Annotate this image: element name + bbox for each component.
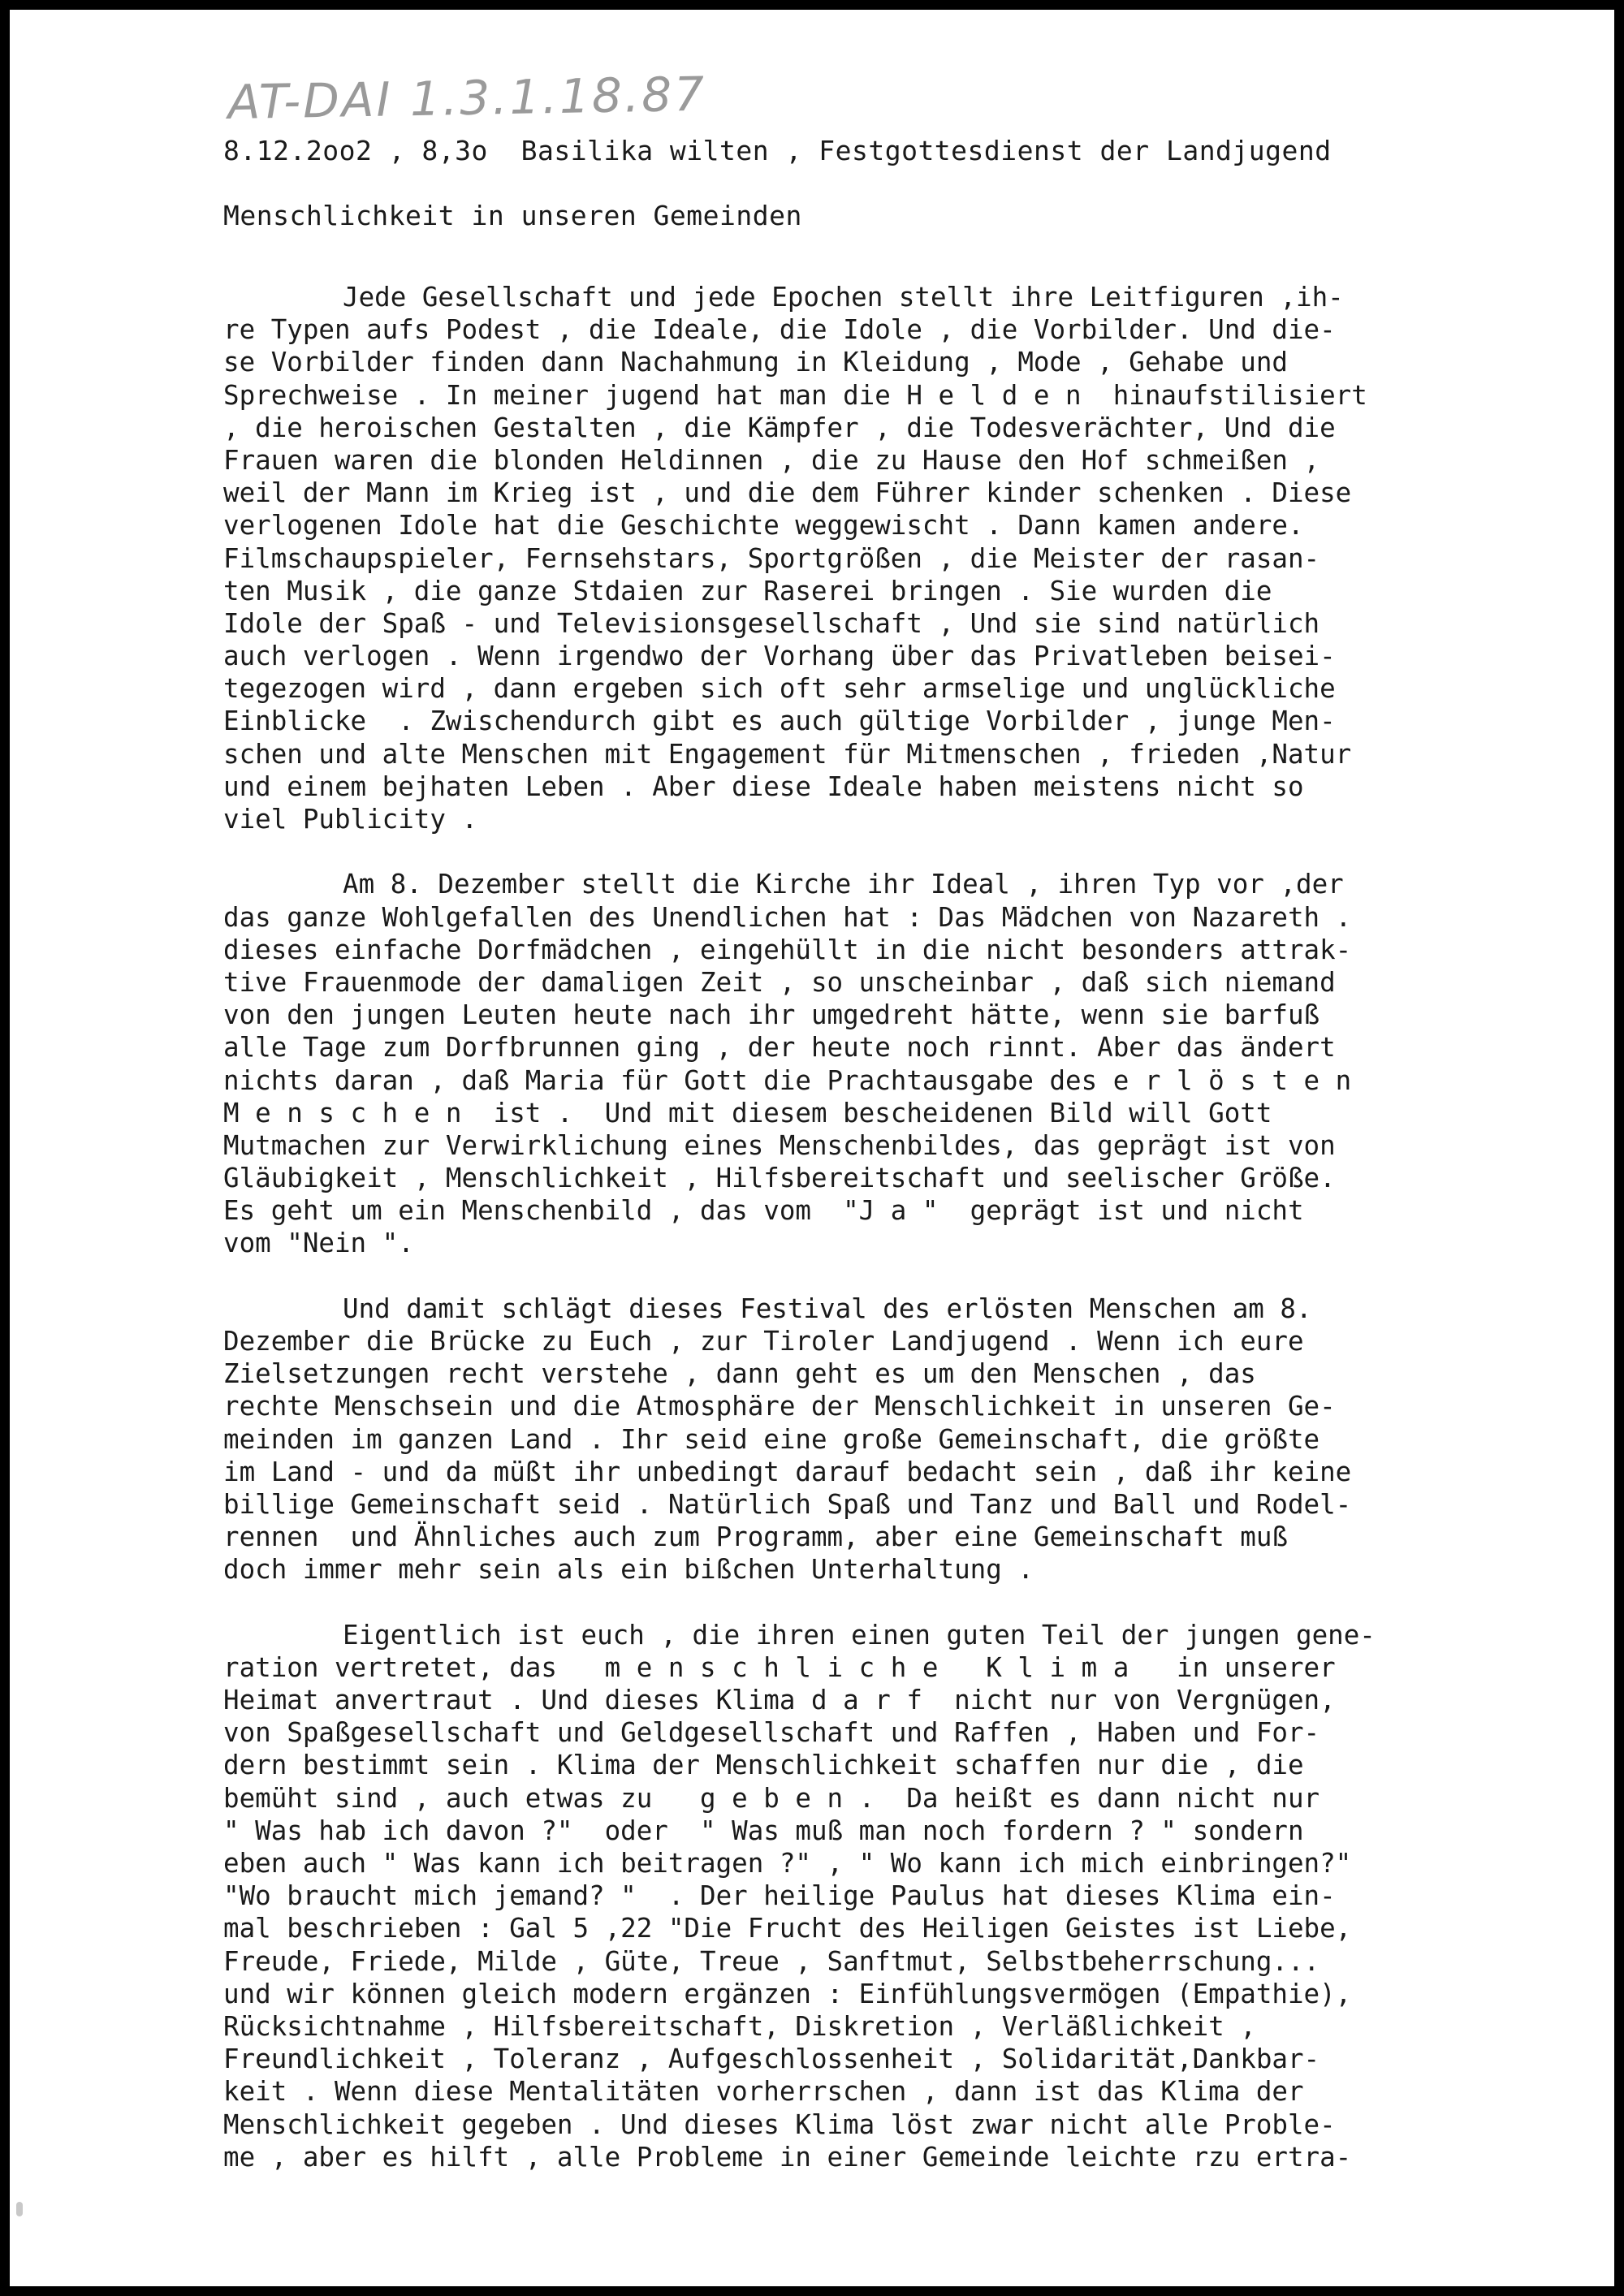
text-line: M e n s c h e n ist . Und mit diesem bescheidenen Bild will Gott: [223, 1097, 1272, 1129]
paragraph: [223, 868, 1604, 1259]
text-line: Frauen waren die blonden Heldinnen , die zu Hause den Hof schmeißen ,: [223, 444, 1320, 476]
text-line: Filmschaupspieler, Fernsehstars, Sportgrößen , die Meister der rasan-: [223, 542, 1320, 574]
text-line: Am 8. Dezember stellt die Kirche ihr Ideal , ihren Typ vor ,der: [343, 869, 1344, 900]
text-line: Jede Gesellschaft und jede Epochen stellt ihre Leitfiguren ,ih-: [343, 282, 1344, 313]
text-line: bemüht sind , auch etwas zu g e b e n . Da heißt es dann nicht nur: [223, 1782, 1320, 1814]
text-line: , die heroischen Gestalten , die Kämpfer , die Todesverächter, Und die: [223, 412, 1336, 443]
text-line: Einblicke . Zwischendurch gibt es auch gültige Vorbilder , junge Men-: [223, 706, 1336, 737]
text-line: re Typen aufs Podest , die Ideale, die Idole , die Vorbilder. Und die-: [223, 314, 1336, 346]
text-line: von den jungen Leuten heute nach ihr umgedreht hätte, wenn sie barfuß: [223, 999, 1320, 1031]
text-line: Heimat anvertraut . Und dieses Klima d a r f nicht nur von Vergnügen,: [223, 1685, 1336, 1716]
text-line: Eigentlich ist euch , die ihren einen guten Teil der jungen gene-: [343, 1619, 1376, 1651]
paragraph: [223, 281, 1604, 835]
document-page: [10, 10, 1614, 2286]
text-line: nichts daran , daß Maria für Gott die Prachtausgabe des e r l ö s t e n: [223, 1064, 1352, 1096]
text-line: Menschlichkeit gegeben . Und dieses Klima löst zwar nicht alle Proble-: [223, 2108, 1336, 2140]
text-line: alle Tage zum Dorfbrunnen ging , der heute noch rinnt. Aber das ändert: [223, 1032, 1336, 1064]
paragraph: [223, 1619, 1604, 2173]
text-line: Sprechweise . In meiner jugend hat man die H e l d e n hinaufstilisiert: [223, 379, 1367, 411]
paragraph: [223, 1293, 1604, 1586]
text-line: mal beschrieben : Gal 5 ,22 "Die Frucht des Heiligen Geistes ist Liebe,: [223, 1913, 1352, 1944]
text-line: Zielsetzungen recht verstehe , dann geht es um den Menschen , das: [223, 1358, 1256, 1390]
text-line: se Vorbilder finden dann Nachahmung in Kleidung , Mode , Gehabe und: [223, 347, 1288, 378]
text-line: Freude, Friede, Milde , Güte, Treue , Sanftmut, Selbstbeherrschung...: [223, 1945, 1320, 1977]
text-line: verlogenen Idole hat die Geschichte weggewischt . Dann kamen andere.: [223, 510, 1304, 542]
text-line: Und damit schlägt dieses Festival des erlösten Menschen am 8.: [343, 1293, 1312, 1324]
text-line: Gläubigkeit , Menschlichkeit , Hilfsbereitschaft und seelischer Größe.: [223, 1163, 1336, 1194]
text-line: Es geht um ein Menschenbild , das vom "J a " geprägt ist und nicht: [223, 1195, 1304, 1227]
text-line: eben auch " Was kann ich beitragen ?" , " Wo kann ich mich einbringen?": [223, 1848, 1352, 1879]
text-line: dern bestimmt sein . Klima der Menschlichkeit schaffen nur die , die: [223, 1750, 1304, 1781]
text-line: ration vertretet, das m e n s c h l i c h e K l i m a in unserer: [223, 1651, 1336, 1683]
text-line: auch verlogen . Wenn irgendwo der Vorhang über das Privatleben beisei-: [223, 641, 1336, 672]
text-line: Mutmachen zur Verwirklichung eines Menschenbildes, das geprägt ist von: [223, 1129, 1336, 1161]
text-line: tegezogen wird , dann ergeben sich oft sehr armselige und unglückliche: [223, 673, 1336, 705]
text-line: " Was hab ich davon ?" oder " Was muß man noch fordern ? " sondern: [223, 1815, 1304, 1846]
text-line: Freundlichkeit , Toleranz , Aufgeschlossenheit , Solidarität,Dankbar-: [223, 2044, 1320, 2075]
text-line: und einem bejhaten Leben . Aber diese Ideale haben meistens nicht so: [223, 770, 1304, 802]
archive-reference-mark: AT-DAI 1.3.1.18.87: [227, 66, 707, 130]
scan-speck: [16, 2202, 23, 2216]
text-line: "Wo braucht mich jemand? " . Der heilige Paulus hat dieses Klima ein-: [223, 1880, 1336, 1912]
text-line: rechte Menschsein und die Atmosphäre der Menschlichkeit in unseren Ge-: [223, 1391, 1336, 1422]
text-line: von Spaßgesellschaft und Geldgesellschaft und Raffen , Haben und For-: [223, 1717, 1320, 1749]
document-header: 8.12.2oo2 , 8,3o Basilika wilten , Festgottesdienst der Landjugend: [223, 135, 1332, 166]
text-line: Idole der Spaß - und Televisionsgesellschaft , Und sie sind natürlich: [223, 607, 1320, 639]
text-line: rennen und Ähnliches auch zum Programm, aber eine Gemeinschaft muß: [223, 1521, 1288, 1553]
text-line: doch immer mehr sein als ein bißchen Unterhaltung .: [223, 1554, 1034, 1586]
text-line: weil der Mann im Krieg ist , und die dem Führer kinder schenken . Diese: [223, 477, 1352, 509]
text-line: Dezember die Brücke zu Euch , zur Tiroler Landjugend . Wenn ich eure: [223, 1326, 1304, 1357]
text-line: das ganze Wohlgefallen des Unendlichen hat : Das Mädchen von Nazareth .: [223, 901, 1352, 933]
text-line: dieses einfache Dorfmädchen , eingehüllt in die nicht besonders attrak-: [223, 934, 1352, 965]
text-line: vom "Nein ".: [223, 1228, 414, 1259]
text-line: Rücksichtnahme , Hilfsbereitschaft, Diskretion , Verläßlichkeit ,: [223, 2010, 1256, 2042]
text-line: keit . Wenn diese Mentalitäten vorherrschen , dann ist das Klima der: [223, 2076, 1304, 2108]
text-line: meinden im ganzen Land . Ihr seid eine große Gemeinschaft, die größte: [223, 1423, 1320, 1455]
document-subject: Menschlichkeit in unseren Gemeinden: [223, 200, 802, 231]
document-body: [223, 281, 1604, 2206]
text-line: viel Publicity .: [223, 804, 478, 835]
text-line: und wir können gleich modern ergänzen : Einfühlungsvermögen (Empathie),: [223, 1978, 1352, 2009]
text-line: schen und alte Menschen mit Engagement für Mitmenschen , frieden ,Natur: [223, 738, 1352, 770]
text-line: me , aber es hilft , alle Probleme in einer Gemeinde leichte rzu ertra-: [223, 2141, 1352, 2173]
text-line: im Land - und da müßt ihr unbedingt darauf bedacht sein , daß ihr keine: [223, 1456, 1352, 1487]
text-line: tive Frauenmode der damaligen Zeit , so unscheinbar , daß sich niemand: [223, 966, 1336, 998]
text-line: ten Musik , die ganze Stdaien zur Raserei bringen . Sie wurden die: [223, 575, 1272, 606]
text-line: billige Gemeinschaft seid . Natürlich Spaß und Tanz und Ball und Rodel-: [223, 1488, 1352, 1520]
